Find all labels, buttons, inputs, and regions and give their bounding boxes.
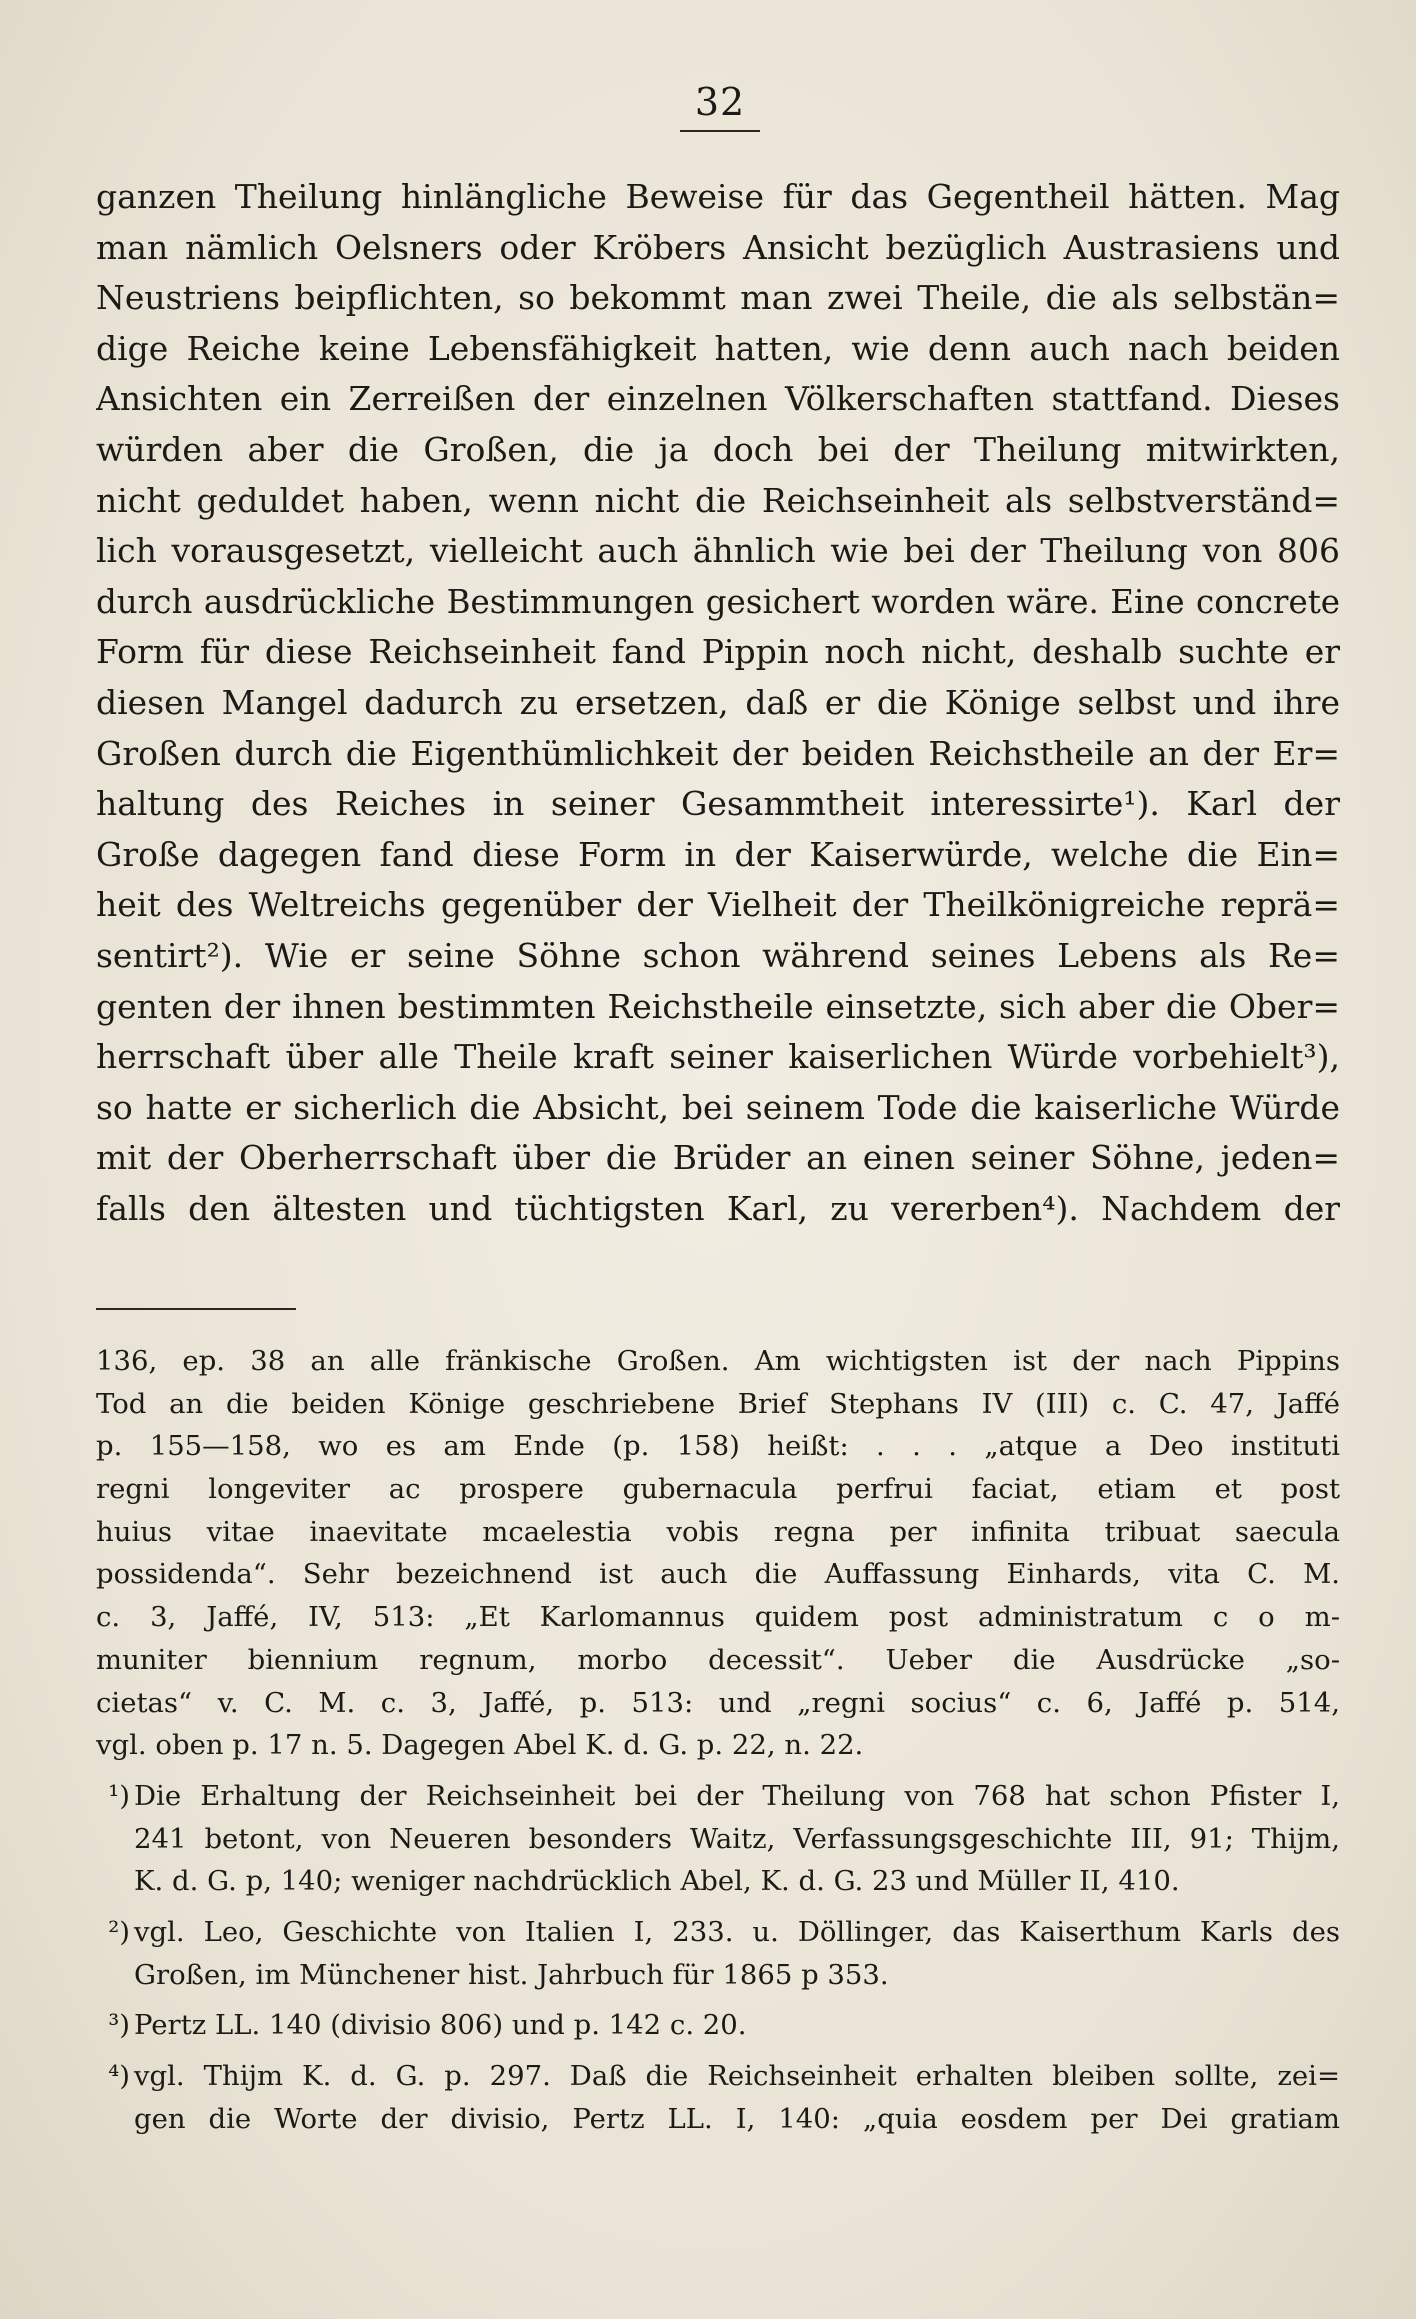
text-line: haltung des Reiches in seiner Gesammtheit interessirte¹). Karl der	[96, 784, 1340, 824]
text-line: lich vorausgesetzt, vielleicht auch ähnlich wie bei der Theilung von 806	[96, 531, 1340, 571]
footnote-marker: ⁴)	[108, 2060, 130, 2092]
text-line: falls den ältesten und tüchtigsten Karl, zu vererben⁴). Nachdem der	[96, 1188, 1340, 1228]
footnote-marker: ³)	[108, 2009, 130, 2042]
footnote-line: possidenda“. Sehr bezeichnend ist auch die Auffassung Einhards, vita C. M.	[96, 1558, 1340, 1591]
footnote-line: 136, ep. 38 an alle fränkische Großen. Am wichtigsten ist der nach Pippins	[96, 1345, 1340, 1377]
footnote-line: huius vitae inaevitate mcaelestia vobis regna per infinita tribuat saecula	[96, 1515, 1340, 1548]
footnote-line: c. 3, Jaffé, IV, 513: „Et Karlomannus quidem post administratum c o m-	[96, 1601, 1340, 1634]
text-line: würden aber die Großen, die ja doch bei der Theilung mitwirkten,	[96, 429, 1340, 469]
text-line: so hatte er sicherlich die Absicht, bei seinem Tode die kaiserliche Würde	[96, 1087, 1340, 1127]
text-line: herrschaft über alle Theile kraft seiner kaiserlichen Würde vorbehielt³),	[96, 1037, 1340, 1077]
continued-footnote	[96, 1340, 1340, 1767]
footnote-marker: ¹)	[108, 1779, 130, 1812]
text-line: Form für diese Reichseinheit fand Pippin noch nicht, deshalb suchte er	[96, 632, 1340, 672]
footnote-line: cietas“ v. C. M. c. 3, Jaffé, p. 513: und „regni socius“ c. 6, Jaffé p. 514,	[96, 1686, 1340, 1719]
text-line: dige Reiche keine Lebensfähigkeit hatten, wie denn auch nach beiden	[96, 328, 1340, 368]
footnote-line: p. 155—158, wo es am Ende (p. 158) heißt: . . . „atque a Deo instituti	[96, 1430, 1340, 1463]
footnote-line: Pertz LL. 140 (divisio 806) und p. 142 c. 20.	[134, 2009, 747, 2042]
text-line: heit des Weltreichs gegenüber der Vielheit der Theilkönigreiche reprä=	[96, 885, 1340, 925]
footnote-separator	[96, 1308, 296, 1310]
footnote	[96, 2055, 1340, 2140]
main-text	[96, 172, 1340, 1234]
footnote-line: Tod an die beiden Könige geschriebene Brief Stephans IV (III) c. C. 47, Jaffé	[96, 1387, 1340, 1420]
footnote-line: Die Erhaltung der Reichseinheit bei der Theilung von 768 hat schon Pfister I,	[134, 1779, 1340, 1812]
page-number: 32	[694, 80, 746, 124]
text-line: durch ausdrückliche Bestimmungen gesichert worden wäre. Eine concrete	[96, 582, 1340, 621]
footnote-line: Großen, im Münchener hist. Jahrbuch für 1865 p 353.	[134, 1958, 889, 1991]
footnote-list	[96, 1775, 1340, 2141]
text-line: Neustriens beipflichten, so bekommt man zwei Theile, die als selbstän=	[96, 278, 1340, 318]
text-line: mit der Oberherrschaft über die Brüder an einen seiner Söhne, jeden=	[96, 1138, 1340, 1178]
footnote-line: K. d. G. p, 140; weniger nachdrücklich Abel, K. d. G. 23 und Müller II, 410.	[134, 1865, 1180, 1898]
footnotes-section	[96, 1340, 1340, 2140]
footnote-line: vgl. oben p. 17 n. 5. Dagegen Abel K. d. G. p. 22, n. 22.	[96, 1729, 864, 1762]
text-line: diesen Mangel dadurch zu ersetzen, daß er die Könige selbst und ihre	[96, 682, 1340, 722]
text-line: Ansichten ein Zerreißen der einzelnen Völkerschaften stattfand. Dieses	[96, 379, 1340, 419]
text-line: Große dagegen fand diese Form in der Kaiserwürde, welche die Ein=	[96, 834, 1340, 874]
page-number-rule	[680, 130, 760, 132]
footnote-line: regni longeviter ac prospere gubernacula perfrui faciat, etiam et post	[96, 1473, 1340, 1506]
footnote	[96, 1911, 1340, 1996]
footnote-line: 241 betont, von Neueren besonders Waitz, Verfassungsgeschichte III, 91; Thijm,	[134, 1822, 1340, 1855]
text-line: Großen durch die Eigenthümlichkeit der beiden Reichstheile an der Er=	[96, 733, 1340, 773]
text-line: ganzen Theilung hinlängliche Beweise für das Gegentheil hätten. Mag	[96, 177, 1340, 216]
text-line: man nämlich Oelsners oder Kröbers Ansicht bezüglich Austrasiens und	[96, 227, 1340, 267]
text-line: nicht geduldet haben, wenn nicht die Reichseinheit als selbstverständ=	[96, 480, 1340, 520]
text-line: sentirt²). Wie er seine Söhne schon während seines Lebens als Re=	[96, 935, 1340, 975]
footnote-line: gen die Worte der divisio, Pertz LL. I, 140: „quia eosdem per Dei gratiam	[134, 2102, 1340, 2135]
text-line: genten der ihnen bestimmten Reichstheile einsetzte, sich aber die Ober=	[96, 986, 1340, 1026]
footnote-marker: ²)	[108, 1915, 130, 1948]
footnote	[96, 1775, 1340, 1903]
footnote	[96, 2004, 1340, 2047]
footnote-line: vgl. Leo, Geschichte von Italien I, 233. u. Döllinger, das Kaiserthum Karls des	[134, 1915, 1340, 1948]
footnote-line: muniter biennium regnum, morbo decessit“. Ueber die Ausdrücke „so-	[96, 1643, 1340, 1676]
footnote-line: vgl. Thijm K. d. G. p. 297. Daß die Reichseinheit erhalten bleiben sollte, zei=	[134, 2060, 1340, 2092]
